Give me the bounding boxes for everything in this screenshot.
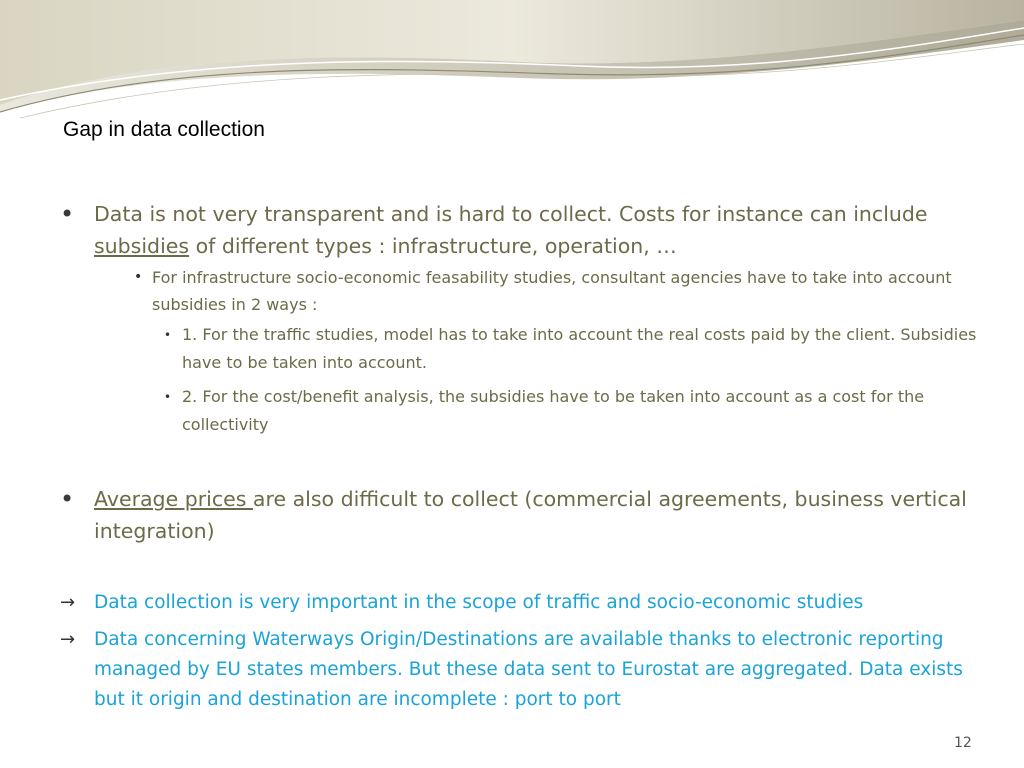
arrow-point-importance bbox=[60, 588, 990, 618]
arrow-point-text: Data collection is very important in the scope of traffic and socio-economic studies bbox=[94, 592, 864, 613]
sub-bullet-infrastructure bbox=[134, 264, 990, 318]
bullet-data-transparency bbox=[60, 198, 990, 262]
bullet-text-rest: of different types : infrastructure, operation, … bbox=[189, 234, 677, 258]
arrow-point-text: Data concerning Waterways Origin/Destinations are available thanks to electronic reporting managed by EU states members. But these data sent to Eurostat are aggregated. Data exists but it origin and destination are incomplete : port to port bbox=[94, 629, 963, 710]
sub-sub-bullet-text: 1. For the traffic studies, model has to take into account the real costs paid by the client. Subsidies have to be taken into account. bbox=[182, 325, 977, 372]
sub-sub-bullet-cost-benefit bbox=[164, 383, 990, 439]
sub-sub-bullet-traffic bbox=[164, 321, 990, 377]
slide-content bbox=[60, 198, 990, 715]
arrow-right-icon: → bbox=[60, 629, 76, 650]
header-wave-decoration bbox=[0, 0, 1024, 130]
average-prices-link[interactable]: Average prices bbox=[94, 487, 253, 511]
bullet-icon: • bbox=[164, 328, 172, 342]
slide-title: Gap in data collection bbox=[63, 118, 265, 141]
bullet-average-prices bbox=[60, 483, 990, 547]
bullet-icon: • bbox=[134, 269, 143, 285]
bullet-icon: • bbox=[60, 200, 75, 228]
sub-sub-bullet-text: 2. For the cost/benefit analysis, the subsidies have to be taken into account as a cost for the collectivity bbox=[182, 387, 925, 434]
arrow-right-icon: → bbox=[60, 592, 76, 613]
arrow-point-waterways bbox=[60, 625, 990, 715]
bullet-icon: • bbox=[60, 485, 75, 513]
page-number: 12 bbox=[954, 735, 972, 751]
sub-bullet-text: For infrastructure socio-economic feasability studies, consultant agencies have to take into account subsidies in 2 ways : bbox=[152, 268, 952, 314]
bullet-text: Data is not very transparent and is hard to collect. Costs for instance can include bbox=[94, 202, 928, 226]
bullet-text: are also difficult to collect (commercial agreements, business vertical integration) bbox=[94, 487, 967, 543]
bullet-icon: • bbox=[164, 390, 172, 404]
subsidies-link[interactable]: subsidies bbox=[94, 234, 190, 258]
